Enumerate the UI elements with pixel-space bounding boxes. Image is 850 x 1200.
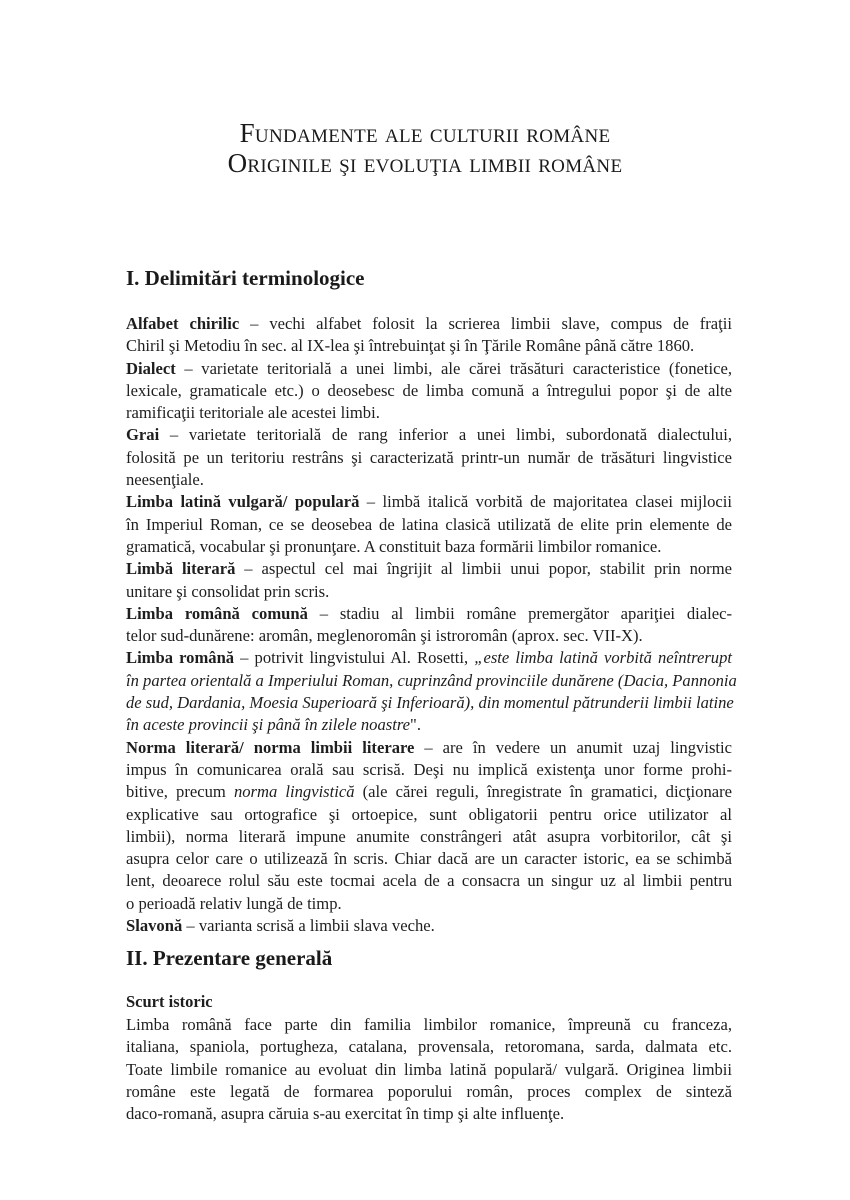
body-text: – varietate teritorială a unei limbi, ale cărei trăsături caracteristice (fonetice,	[175, 358, 732, 378]
text-line	[126, 402, 732, 424]
term-label: Grai	[126, 425, 160, 445]
page-subtitle: Originile şi evoluţia limbii române	[227, 148, 623, 178]
text-line	[126, 536, 732, 558]
body-text: limbii), norma literară impune anumite constrângeri atât asupra vorbitorilor, cât şi	[126, 826, 732, 846]
text-line	[126, 1036, 732, 1058]
text-line	[126, 670, 737, 692]
body-text: – potrivit lingvistului Al. Rosetti,	[234, 648, 475, 668]
term-label: Norma literară/ norma limbii literare	[126, 737, 415, 757]
section-heading-2: II. Prezentare generală	[126, 946, 333, 970]
text-line	[126, 514, 732, 536]
body-text: gramatică, vocabular şi pronunţare. A constituit baza formării limbilor romanice.	[126, 536, 662, 556]
section-heading-1: I. Delimitări terminologice	[126, 266, 365, 290]
text-line	[126, 447, 732, 469]
body-text: – vechi alfabet folosit la scrierea limbii slave, compus de fraţii	[239, 314, 732, 333]
text-line	[126, 491, 732, 513]
term-label: Alfabet chirilic	[126, 314, 240, 333]
body-text: lexicale, gramaticale etc.) o deosebesc de limba comună a întregului popor şi de alte	[126, 380, 732, 400]
text-line	[126, 759, 732, 781]
body-text: – aspectul cel mai îngrijit al limbii unui popor, stabilit prin norme	[235, 559, 732, 579]
italic-quote: în aceste provincii şi până în zilele noastre	[126, 715, 411, 735]
italic-quote: „este limba latină vorbită neîntrerupt	[474, 648, 733, 668]
text-line	[126, 358, 732, 380]
body-text: explicative sau ortografice şi ortoepice, sunt obligatorii pentru orice utilizator al	[126, 804, 732, 824]
body-text: Chiril şi Metodiu în sec. al IX-lea şi întrebuinţat şi în Ţările Române până către 1860.	[126, 336, 695, 356]
text-line	[126, 647, 732, 669]
body-text: italiana, spaniola, portugheza, catalana, provensala, retoromana, sarda, dalmata etc.	[126, 1037, 732, 1057]
body-text: neesenţiale.	[126, 470, 204, 490]
section-1-body	[126, 313, 737, 937]
text-line	[126, 781, 732, 803]
body-text: – varietate teritorială de rang inferior a unei limbi, subordonată dialectului,	[159, 425, 732, 445]
text-line	[126, 804, 732, 826]
body-text: daco-romană, asupra căruia s-au exercitat în timp şi alte influenţe.	[126, 1104, 565, 1124]
term-label: Slavonă	[126, 916, 183, 936]
text-line	[126, 625, 732, 647]
text-line	[126, 692, 732, 714]
text-line	[126, 424, 732, 446]
text-line	[126, 558, 732, 580]
italic-quote: de sud, Dardania, Moesia Superioară şi Inferioară), din momentul pătrunderii limbii latine	[126, 693, 734, 713]
body-text: folosită pe un teritoriu restrâns şi caracterizată printr-un număr de trăsături lingvistice	[126, 447, 732, 467]
text-line	[126, 1014, 732, 1036]
body-text: – limbă italică vorbită de majoritatea clasei mijlocii	[359, 492, 732, 512]
text-line	[126, 848, 732, 870]
text-line	[126, 335, 732, 357]
body-text: asupra celor care o utilizează în scris. Chiar dacă are un caracter istoric, ea se schimbă	[126, 849, 732, 869]
term-label: Limba română comună	[126, 603, 308, 623]
text-line	[126, 870, 732, 892]
text-line	[126, 1081, 732, 1103]
text-line	[126, 603, 732, 625]
term-label: Limbă literară	[126, 559, 236, 579]
italic-quote: norma lingvistică	[233, 782, 355, 802]
text-line	[126, 469, 732, 491]
term-label: Limba română	[126, 648, 235, 668]
term-label: Limba latină vulgară/ populară	[126, 492, 360, 512]
body-text: telor sud-dunărene: aromân, meglenoromân şi istroromân (aprox. sec. VII-X).	[126, 626, 643, 646]
body-text: Limba română face parte din familia limbilor romanice, împreună cu franceza,	[126, 1015, 732, 1034]
body-text: – are în vedere un anumit uzaj lingvistic	[414, 737, 732, 757]
italic-quote: în partea orientală a Imperiului Roman, cuprinzând provinciile dunărene (Dacia, Pannonia	[126, 670, 737, 690]
text-line	[126, 1059, 732, 1081]
section-2-body	[126, 1014, 732, 1125]
body-text: unitare şi consolidat prin scris.	[126, 581, 330, 601]
body-text: Toate limbile romanice au evoluat din limba latină populară/ vulgară. Originea limbii	[126, 1059, 732, 1079]
subsection-heading: Scurt istoric	[126, 992, 213, 1011]
body-text: bitive, precum	[126, 782, 234, 802]
body-text: – varianta scrisă a limbii slava veche.	[182, 916, 435, 936]
body-text: ramificaţii teritoriale ale acestei limbi.	[126, 403, 380, 423]
page-title: Fundamente ale culturii române	[239, 118, 611, 148]
text-line	[126, 581, 732, 603]
text-line	[126, 313, 732, 335]
body-text: în Imperiul Roman, ce se deosebea de latina clasică utilizată de elite prin elemente de	[126, 514, 732, 534]
body-text: române este legată de formarea poporului român, proces complex de sinteză	[126, 1081, 732, 1101]
text-line	[126, 915, 732, 937]
text-line	[126, 893, 732, 915]
body-text: o perioadă relativ lungă de timp.	[126, 893, 342, 913]
body-text: impus în comunicarea orală sau scrisă. Deşi nu implică existenţa unor forme prohi-	[126, 759, 732, 779]
text-line	[126, 737, 732, 759]
body-text: ".	[410, 715, 421, 735]
body-text: lent, deoarece rolul său este tocmai acela de a consacra un singur uz al limbii pentru	[126, 871, 732, 891]
body-text: – stadiu al limbii române premergător apariţiei dialec-	[307, 603, 732, 623]
text-line	[126, 714, 732, 736]
term-label: Dialect	[126, 358, 176, 378]
text-line	[126, 1103, 732, 1125]
body-text: (ale cărei reguli, înregistrate în gramatici, dicţionare	[354, 782, 732, 802]
text-line	[126, 826, 732, 848]
text-line	[126, 380, 732, 402]
